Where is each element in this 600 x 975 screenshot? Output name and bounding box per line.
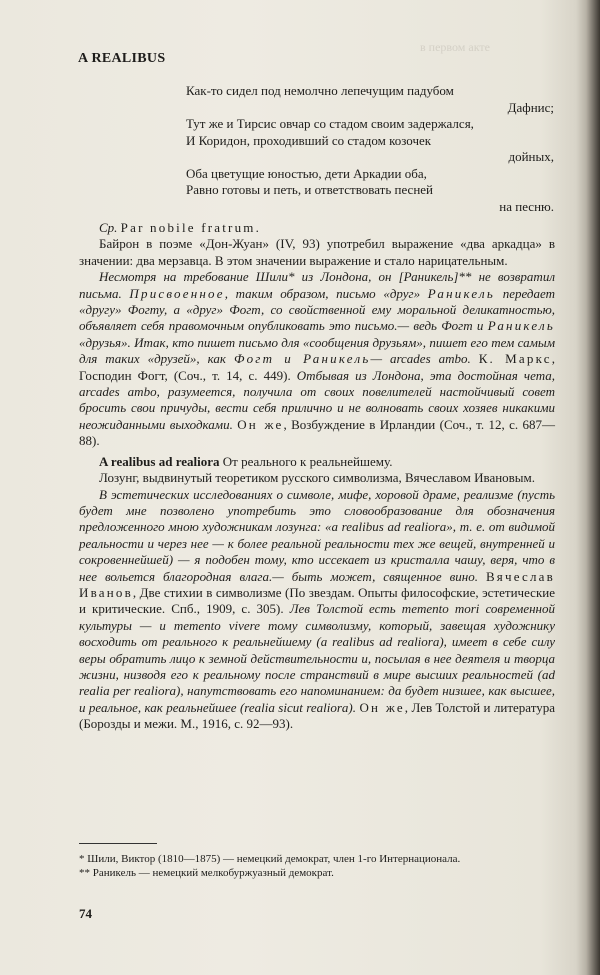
quote-text: — arcades ambo. [370,351,479,367]
book-spine-shadow [586,0,600,975]
footnote-mark: * [79,853,85,865]
paragraph-ivanov: Лозунг, выдвинутый теоретиком русского символизма, Вячеславом Ивановым. [99,470,536,486]
cross-reference-term: Par nobile fratrum. [120,220,262,235]
footnote-text: Шили, Виктор (1810—1875) — немецкий демократ, член 1-го Интернационала. [87,853,461,865]
quote-text: Несмотря на требование Шили* из Лондона, он [Раникель]** не возвратил письма. [79,269,555,301]
spaced-word: Раникель [487,318,555,334]
quote-marx [79,269,555,449]
running-head: A REALIBUS [78,51,166,66]
poem-line: на песню. [499,198,554,214]
quote-ivanov [79,487,555,733]
poem-line: Дафнис; [507,99,554,115]
spaced-word: Раникель [427,285,496,301]
entry-heading [79,454,555,470]
main-text [79,220,555,733]
author-name: Он же [237,416,284,432]
spaced-word: Присвоенное [129,285,225,301]
author-name: Он же [359,699,405,715]
spaced-word: Фогт и Раникель [233,351,371,367]
footnote [79,866,557,880]
entry-title: A realibus ad realiora [99,453,220,469]
footnotes [79,852,557,880]
poem-line: Равно готовы и петь, и ответствовать песней [186,182,434,197]
quote-text: Отбывая из Лондона, эта достойная чета, arcades ambo, разумеется, получила от своих повелителей настойчивый совет бросить свои причуды, вести себя прилично и не волновать своих хозяев никакими неожиданными выходками. [79,367,556,432]
cp-label: Ср. [99,220,118,235]
quote-text: «друзья». Итак, кто пишет письмо для «сообщения друзьям», пишет его тем самым для таких «друзей», как [79,334,555,367]
page-number: 74 [79,906,92,921]
poem-line: дойных, [508,149,554,164]
author-name: Вячеслав Иванов [79,568,555,600]
citation: , Лев Толстой и литература (Борозды и межи. М., 1916, с. 92—93). [79,699,555,732]
quote-text: Лев Толстой есть memento mori современной культуры — и memento vivere тому символизму, который, завещая художнику восходить от реального к реальнейшему (a realibus ad realiora), имеет в себе силу веры обратить лицо к земной действительности и, посылая в нее деятеля и творца жизни, низводя его к реальному после странствий в мире высших реальностей (ad realia per realiora), напутствовать его напоминанием: да будет низшее, как высшее, и реальное, как реальнейшее (realia sicut realiora). [79,601,555,715]
poem-epigraph [186,83,554,215]
poem-line: Как-то сидел под немолчно лепечущим падубом [186,83,454,98]
quote-text: В эстетических исследованиях о символе, мифе, хоровой драме, реализме (пусть будет мне позволено употребить это словообразование для обозначения предложенного мною художникам лозунга: «a realibus ad realiora», т. е. от видимой реальности и через нее — к более реальной реальности тех же вещей, внутренней и сокровеннейшей) — я подобен тому, кто иссекает из кристалла чашу, веря, что в нее вольется благородная влага.— быть может, священное вино. [79,486,555,584]
citation: , Возбуждение в Ирландии (Соч., т. 12, с. 687—88). [79,416,555,449]
citation: , Две стихии в символизме (По звездам. Опыты философские, эстетические и критические. Спб., 1909, с. 305). [79,584,555,617]
poem-line: И Коридон, проходивший со стадом козочек [186,132,432,148]
footnote [79,852,557,866]
cross-reference [79,220,555,236]
quote-text: передает «другу» Фогту, а «друг» Фогт, со свойственной ему моральной деликатностью, объявляет себя правомочным опубликовать это письмо.— ведь Фогт и [79,285,555,334]
bleed-through-text: в первом акте [420,40,490,54]
entry-translation: От реального к реальнейшему. [219,453,393,469]
footnote-mark: ** [79,867,90,879]
quote-text: , таким образом, письмо «друг» [224,285,428,301]
poem-line: Тут же и Тирсис овчар со стадом своим задержался, [186,116,474,131]
poem-line: Оба цветущие юностью, дети Аркадии оба, [186,165,427,181]
paragraph-byron: Байрон в поэме «Дон-Жуан» (IV, 93) употребил выражение «два аркадца» в значении: два мерзавца. В этом значении выражение и стало нарицательным. [79,236,555,268]
footnote-rule [79,843,157,844]
author-name: К. Маркс [478,351,552,367]
footnote-text: Раникель — немецкий мелкобуржуазный демократ. [92,867,334,879]
citation: , Господин Фогт, (Соч., т. 14, с. 449). [79,351,556,383]
